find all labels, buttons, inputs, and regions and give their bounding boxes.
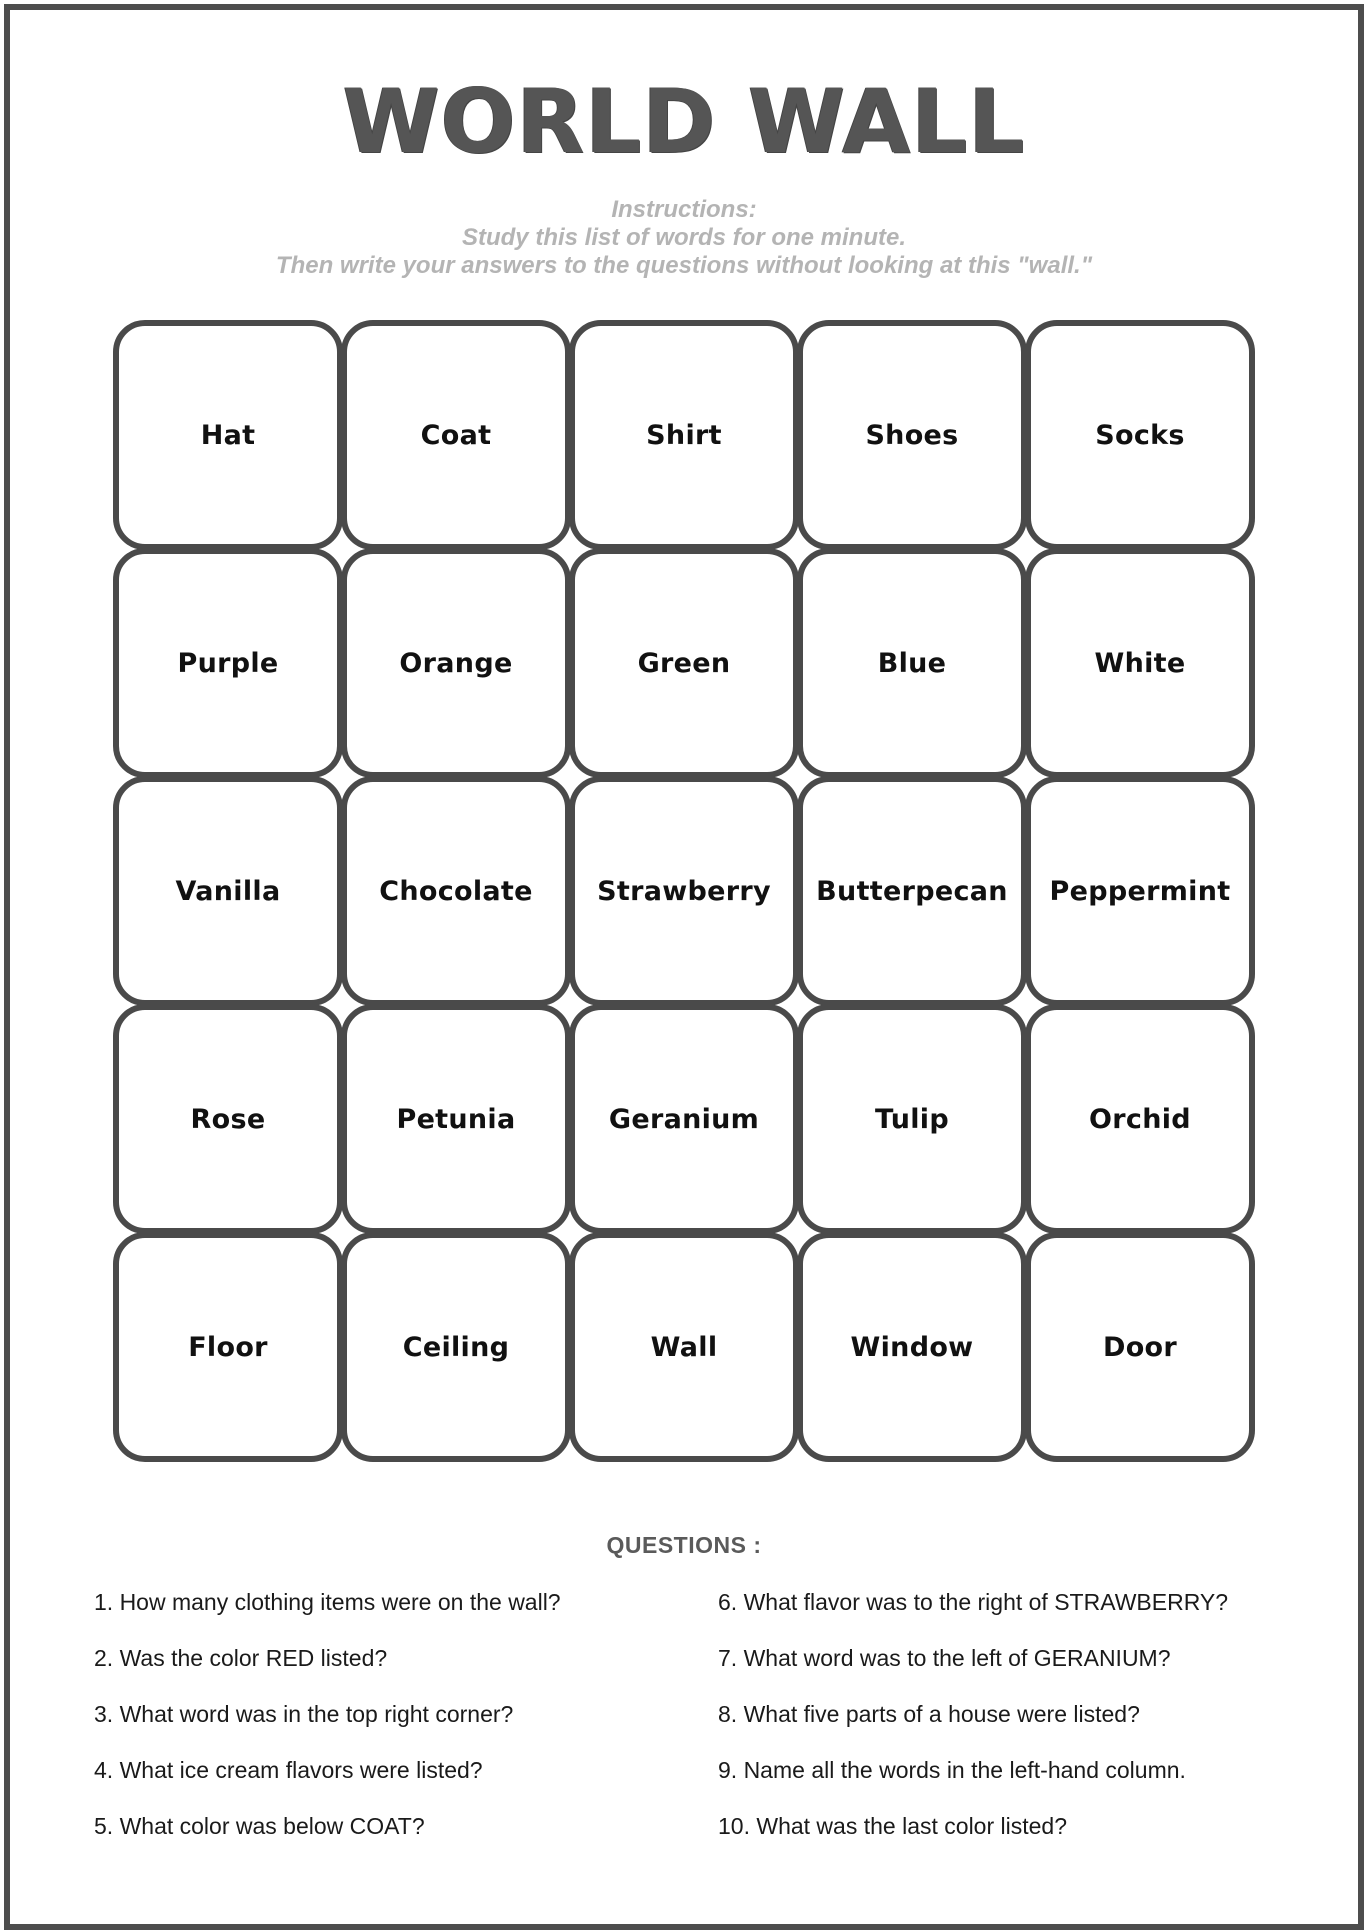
question-item: 7. What word was to the left of GERANIUM? <box>718 1645 1171 1671</box>
instructions-line-study: Study this list of words for one minute. <box>461 224 906 251</box>
word-label: Ceiling <box>402 1331 510 1363</box>
word-tile <box>341 1232 571 1462</box>
word-label: Tulip <box>874 1103 949 1135</box>
questions-heading: QUESTIONS : <box>606 1532 762 1558</box>
word-tile <box>797 320 1027 550</box>
question-item: 4. What ice cream flavors were listed? <box>94 1757 483 1783</box>
question-item: 2. Was the color RED listed? <box>94 1645 388 1671</box>
word-label: Shoes <box>865 419 959 451</box>
word-tile <box>113 1232 343 1462</box>
word-label: Strawberry <box>597 875 771 907</box>
questions-left-column <box>94 1588 561 1868</box>
word-tile <box>797 1004 1027 1234</box>
word-tile <box>113 320 343 550</box>
word-label: Floor <box>188 1331 268 1363</box>
word-tile <box>797 548 1027 778</box>
word-label: Orange <box>399 647 513 679</box>
question-item: 8. What five parts of a house were listed? <box>718 1701 1140 1727</box>
question-item: 10. What was the last color listed? <box>718 1813 1067 1839</box>
word-label: Window <box>850 1331 974 1363</box>
word-label: Vanilla <box>175 875 281 907</box>
word-label: Petunia <box>396 1103 516 1135</box>
word-tile <box>1025 548 1255 778</box>
instructions-heading: Instructions: <box>611 196 757 223</box>
word-tile <box>341 320 571 550</box>
question-item: 6. What flavor was to the right of STRAWBERRY? <box>718 1589 1229 1615</box>
word-tile <box>341 776 571 1006</box>
word-tile <box>569 320 799 550</box>
question-item: 3. What word was in the top right corner? <box>94 1701 514 1727</box>
word-tile <box>1025 776 1255 1006</box>
word-tile <box>797 776 1027 1006</box>
word-tile <box>569 1004 799 1234</box>
word-wall <box>113 320 1255 1462</box>
word-label: Door <box>1102 1331 1178 1363</box>
word-tile <box>341 548 571 778</box>
word-label: Coat <box>420 419 492 451</box>
instructions-line-answer: Then write your answers to the questions without looking at this "wall." <box>275 252 1093 279</box>
page-title: WORLD WALL <box>342 70 1026 173</box>
word-label: Blue <box>877 647 947 679</box>
word-tile <box>797 1232 1027 1462</box>
question-item: 9. Name all the words in the left-hand column. <box>718 1757 1186 1783</box>
word-label: Rose <box>190 1103 266 1135</box>
word-tile <box>113 776 343 1006</box>
word-label: White <box>1094 647 1186 679</box>
word-label: Shirt <box>646 419 722 451</box>
word-label: Geranium <box>608 1103 760 1135</box>
word-label: Chocolate <box>379 875 533 907</box>
word-tile <box>341 1004 571 1234</box>
questions-right-column <box>718 1588 1228 1868</box>
word-tile <box>569 548 799 778</box>
word-tile <box>569 1232 799 1462</box>
word-label: Socks <box>1095 419 1185 451</box>
word-label: Orchid <box>1089 1103 1191 1135</box>
instructions <box>0 196 1368 280</box>
question-item: 5. What color was below COAT? <box>94 1813 425 1839</box>
word-label: Butterpecan <box>816 875 1008 907</box>
word-label: Wall <box>650 1331 718 1363</box>
word-label: Purple <box>177 647 279 679</box>
word-label: Peppermint <box>1049 875 1231 907</box>
word-tile <box>1025 1004 1255 1234</box>
word-label: Green <box>637 647 731 679</box>
question-item: 1. How many clothing items were on the wall? <box>94 1589 561 1615</box>
word-tile <box>1025 320 1255 550</box>
word-tile <box>569 776 799 1006</box>
word-tile <box>1025 1232 1255 1462</box>
word-tile <box>113 1004 343 1234</box>
word-tile <box>113 548 343 778</box>
word-label: Hat <box>200 419 256 451</box>
